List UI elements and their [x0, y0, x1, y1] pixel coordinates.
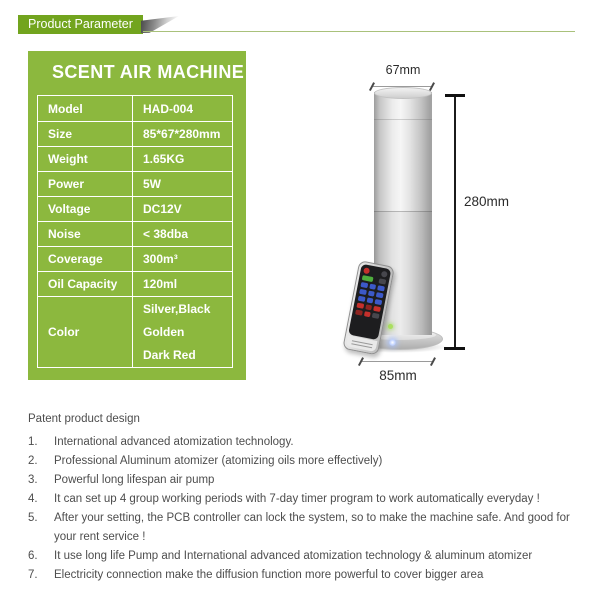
dimension-base-label: 85mm [379, 368, 417, 383]
spec-label: Power [38, 172, 133, 196]
power-button-icon [363, 267, 370, 274]
divider-line [143, 31, 575, 32]
spec-panel [28, 51, 246, 380]
notes-heading: Patent product design [28, 413, 140, 425]
note-text: It use long life Pump and International advanced atomization technology & aluminum atomizer [54, 550, 533, 562]
color-option: Dark Red [143, 347, 196, 362]
note-number: 4. [28, 493, 38, 505]
spec-label: Color [38, 297, 133, 367]
note-number: 2. [28, 455, 38, 467]
note-item [28, 433, 580, 452]
dimension-tick [430, 357, 436, 366]
dimension-height-line [454, 96, 456, 348]
spec-label: Oil Capacity [38, 272, 133, 296]
note-item [28, 509, 580, 547]
note-item [28, 566, 580, 585]
dimension-tick [429, 82, 435, 91]
note-number: 5. [28, 512, 38, 524]
spec-value: 85*67*280mm [143, 127, 221, 141]
note-text: International advanced atomization technology. [54, 436, 294, 448]
spec-label: Noise [38, 222, 133, 246]
green-led-indicator [388, 324, 393, 329]
banner-label: Product Parameter [28, 17, 133, 31]
note-text: Professional Aluminum atomizer (atomizing oils more effectively) [54, 455, 383, 467]
spec-row-voltage [38, 196, 232, 221]
note-text: After your setting, the PCB controller can lock the system, so to make the machine safe. And good for your rent service ! [54, 512, 570, 543]
panel-title: SCENT AIR MACHINE [52, 62, 245, 82]
cylinder-seam [374, 119, 432, 120]
spec-label: Weight [38, 147, 133, 171]
dimension-height-cap-bottom [444, 347, 465, 350]
color-option: Golden [143, 324, 185, 339]
mode-button-icon [381, 271, 388, 278]
ok-button-icon [362, 275, 374, 282]
spec-label: Model [38, 96, 133, 121]
menu-button-icon [378, 278, 386, 284]
spec-label: Voltage [38, 197, 133, 221]
spec-row-coverage [38, 246, 232, 271]
spec-row-color [38, 296, 232, 367]
spec-row-power [38, 171, 232, 196]
note-number: 7. [28, 569, 38, 581]
spec-value: 120ml [143, 277, 178, 291]
dimension-width-line [373, 86, 433, 87]
note-number: 3. [28, 474, 38, 486]
note-text: Powerful long lifespan air pump [54, 474, 215, 486]
spec-value: 5W [143, 177, 161, 191]
spec-row-size [38, 121, 232, 146]
spec-value [133, 297, 232, 367]
note-item [28, 452, 580, 471]
spec-value: DC12V [143, 202, 182, 216]
note-number: 6. [28, 550, 38, 562]
spec-value: HAD-004 [143, 101, 194, 116]
dimension-height-label: 280mm [464, 194, 510, 209]
color-option: Silver,Black [143, 301, 211, 316]
note-item [28, 471, 580, 490]
dimension-width-label: 67mm [385, 63, 421, 77]
note-item [28, 490, 580, 509]
note-text: Electricity connection make the diffusion function more powerful to cover bigger area [54, 569, 484, 581]
dimension-base-line [362, 361, 434, 362]
dimension-height-cap-top [445, 94, 465, 97]
spec-row-model [38, 96, 232, 121]
spec-label: Coverage [38, 247, 133, 271]
spec-row-oil-capacity [38, 271, 232, 296]
machine-top-cap [374, 87, 432, 99]
spec-row-weight [38, 146, 232, 171]
spec-value: < 38dba [143, 227, 189, 241]
note-item [28, 547, 580, 566]
section-banner [18, 15, 143, 34]
notes-section [28, 410, 580, 585]
note-text: It can set up 4 group working periods with 7-day timer program to work automatically everyday ! [54, 493, 540, 505]
spec-value: 1.65KG [143, 152, 185, 166]
spec-value: 300m³ [143, 252, 178, 266]
spec-row-noise [38, 221, 232, 246]
spec-label: Size [38, 122, 133, 146]
blue-led-glow [389, 339, 396, 346]
note-number: 1. [28, 436, 38, 448]
spec-table [37, 95, 233, 368]
